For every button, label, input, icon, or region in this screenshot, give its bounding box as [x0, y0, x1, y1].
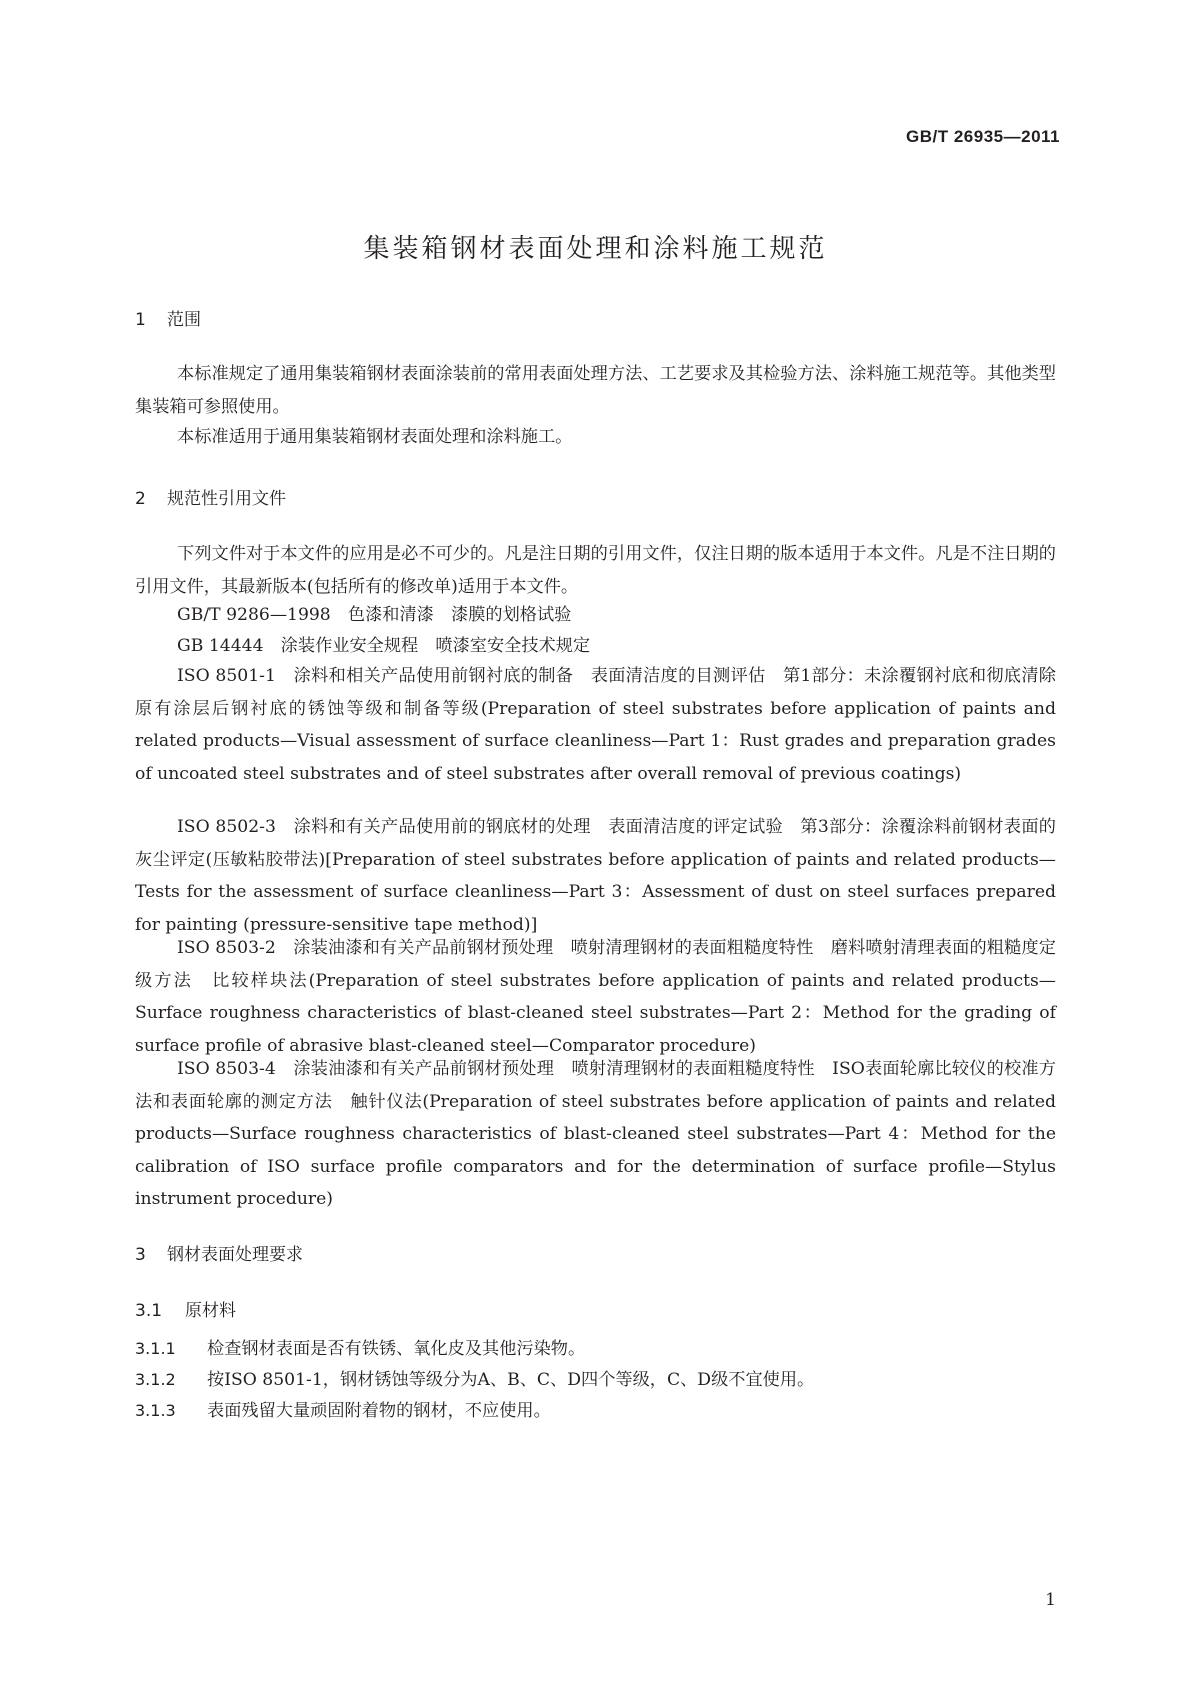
section-1-title: 范围 [167, 310, 201, 330]
section-2-intro: 下列文件对于本文件的应用是必不可少的。凡是注日期的引用文件，仅注日期的版本适用于本文件。凡是不注日期的引用文件，其最新版本(包括所有的修改单)适用于本文件。 [135, 544, 1056, 597]
section-3-title: 钢材表面处理要求 [167, 1245, 303, 1265]
section-1-paragraph-2: 本标准适用于通用集装箱钢材表面处理和涂料施工。 [177, 427, 573, 447]
clause-text: 检查钢材表面是否有铁锈、氧化皮及其他污染物。 [207, 1339, 586, 1359]
reference-item: ISO 8503-4 涂装油漆和有关产品前钢材预处理 喷射清理钢材的表面粗糙度特性 ISO表面轮廓比较仪的校准方法和表面轮廓的测定方法 触针仪法(Preparation of steel substrates before application of paints and related products—Surface roughness characteristics of blast-cleaned steel substrates—Part 4：Method for the calibration of ISO surface profile comparators and for the determination of surface profile—Stylus instrument procedure) [135, 1059, 1056, 1209]
clause-text: 按ISO 8501-1，钢材锈蚀等级分为A、B、C、D四个等级，C、D级不宜使用。 [207, 1370, 815, 1390]
section-3-1-heading [135, 1296, 236, 1321]
clause-3-1-2 [135, 1364, 814, 1397]
document-title: 集装箱钢材表面处理和涂料施工规范 [363, 234, 828, 264]
section-1-number: 1 [135, 310, 146, 330]
clause-text: 表面残留大量顽固附着物的钢材，不应使用。 [207, 1401, 551, 1421]
section-2-heading [135, 484, 286, 509]
clause-3-1-3 [135, 1395, 551, 1428]
reference-item: ISO 8503-2 涂装油漆和有关产品前钢材预处理 喷射清理钢材的表面粗糙度特性 磨料喷射清理表面的粗糙度定级方法 比较样块法(Preparation of steel substrates before application of paints and related products—Surface roughness characteristics of blast-cleaned steel substrates—Part 2：Method for the grading of surface profile of abrasive blast-cleaned steel—Comparator procedure) [135, 938, 1056, 1056]
section-2-number: 2 [135, 489, 146, 509]
standard-number: GB/T 26935—2011 [906, 127, 1060, 146]
section-3-heading [135, 1240, 303, 1265]
reference-item: ISO 8501-1 涂料和相关产品使用前钢衬底的制备 表面清洁度的目测评估 第1部分：未涂覆钢衬底和彻底清除原有涂层后钢衬底的锈蚀等级和制备等级(Preparation of steel substrates before application of paints and related products—Visual assessment of surface cleanliness—Part 1：Rust grades and preparation grades of uncoated steel substrates and of steel substrates after overall removal of previous coatings) [135, 666, 1056, 784]
section-3-1-title: 原材料 [185, 1301, 236, 1321]
section-2-title: 规范性引用文件 [167, 489, 286, 509]
clause-number: 3.1.2 [135, 1370, 176, 1389]
reference-item: ISO 8502-3 涂料和有关产品使用前的钢底材的处理 表面清洁度的评定试验 第3部分：涂覆涂料前钢材表面的灰尘评定(压敏粘胶带法)[Preparation of steel substrates before application of paints and related products—Tests for the assessment of surface cleanliness—Part 3：Assessment of dust on steel surfaces prepared for painting (pressure-sensitive tape method)] [135, 817, 1056, 935]
section-1-paragraph-1: 本标准规定了通用集装箱钢材表面涂装前的常用表面处理方法、工艺要求及其检验方法、涂料施工规范等。其他类型集装箱可参照使用。 [135, 364, 1056, 417]
reference-item: GB/T 9286—1998 色漆和清漆 漆膜的划格试验 [177, 605, 572, 625]
section-3-1-number: 3.1 [135, 1301, 163, 1321]
section-1-heading [135, 305, 201, 330]
section-3-number: 3 [135, 1245, 146, 1265]
reference-item: GB 14444 涂装作业安全规程 喷漆室安全技术规定 [177, 636, 591, 656]
clause-number: 3.1.1 [135, 1339, 176, 1358]
clause-3-1-1 [135, 1333, 585, 1366]
page-number: 1 [1045, 1590, 1056, 1610]
clause-number: 3.1.3 [135, 1401, 176, 1420]
